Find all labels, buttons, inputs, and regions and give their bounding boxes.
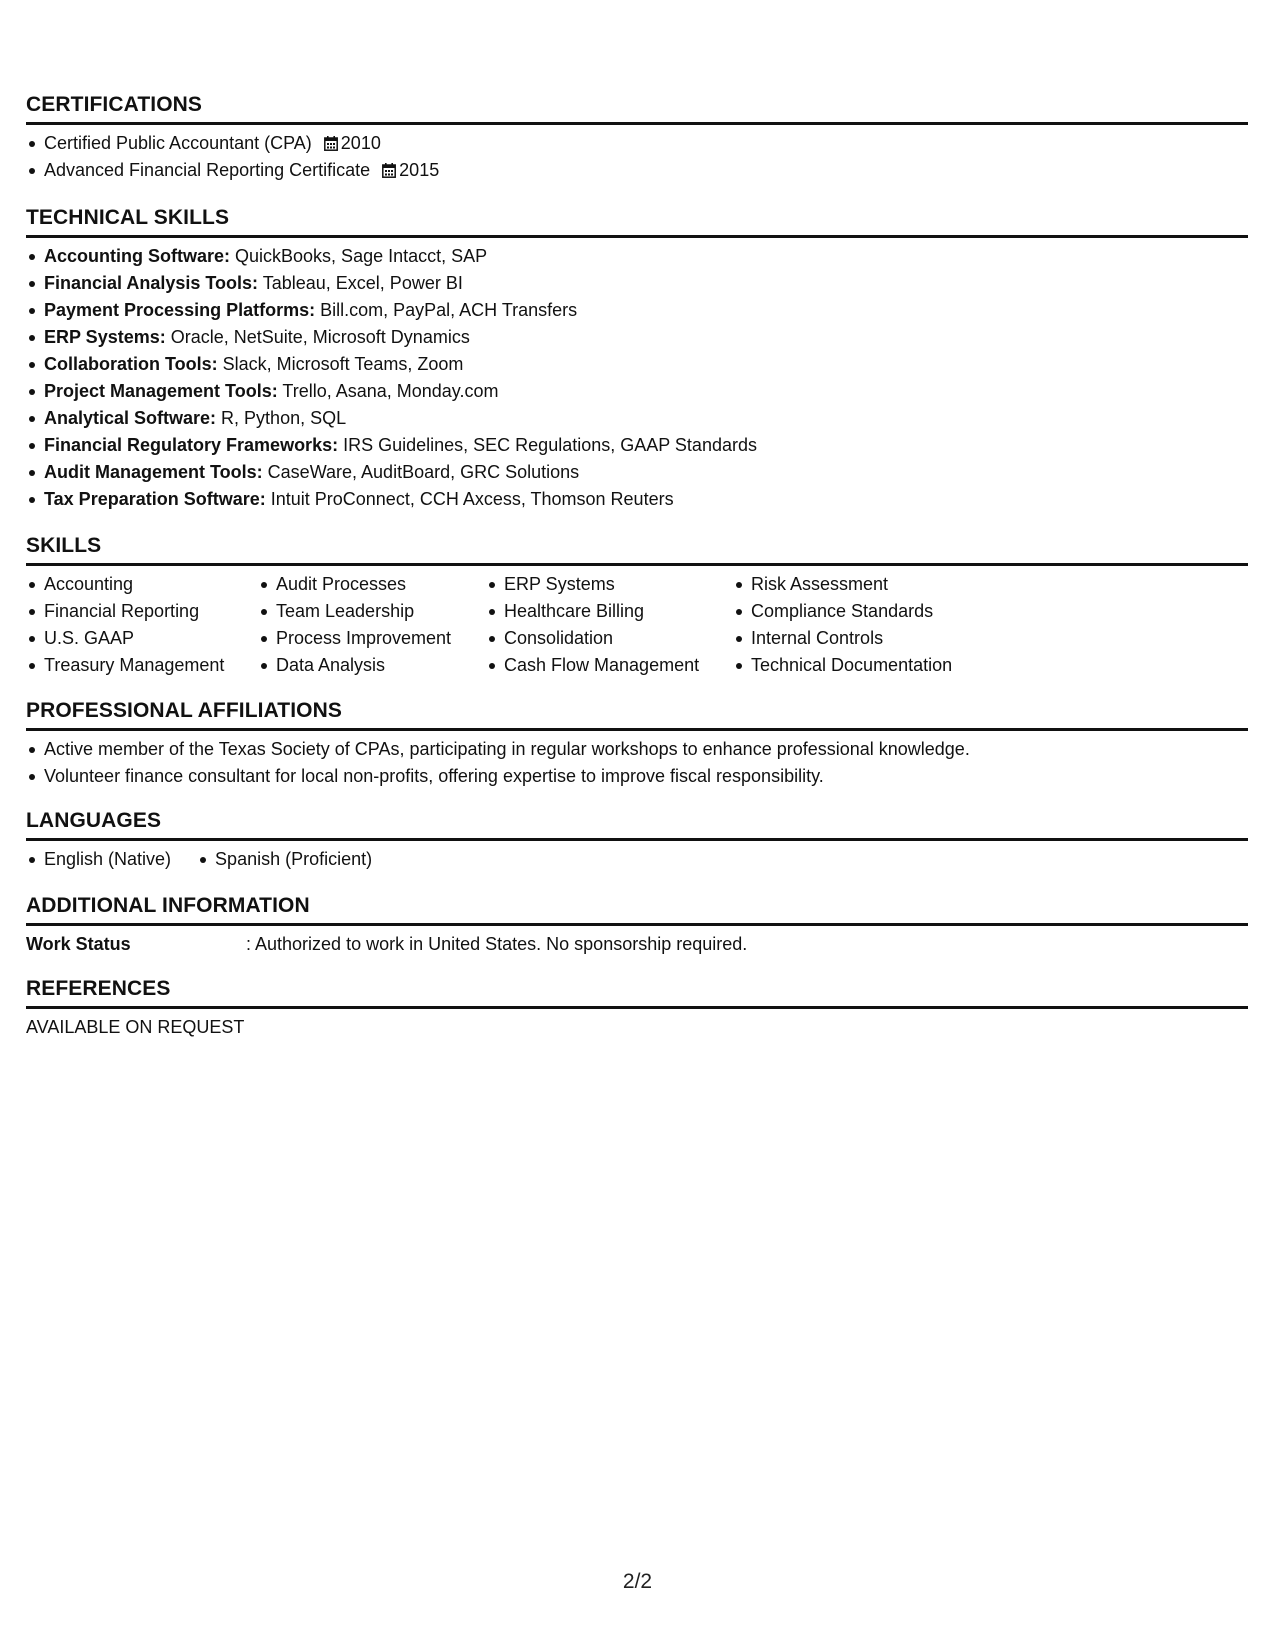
languages-list [26,846,1248,873]
section-title: PROFESSIONAL AFFILIATIONS [26,699,342,722]
list-item [26,432,1248,459]
list-item: Cash Flow Management [486,652,699,679]
skills-section [26,533,1248,681]
section-divider [26,1006,1248,1009]
list-item: Accounting [26,571,224,598]
skills-column [733,571,952,679]
list-item: Financial Reporting [26,598,224,625]
list-item: Treasury Management [26,652,224,679]
list-item: Risk Assessment [733,571,952,598]
section-divider [26,122,1248,125]
skills-column [486,571,699,679]
skills-column [258,571,451,679]
skill-category: Payment Processing Platforms: [44,300,316,320]
list-item [26,486,1248,513]
list-item [26,351,1248,378]
skill-values: Tableau, Excel, Power BI [258,273,463,293]
calendar-icon [324,136,338,151]
skill-values: IRS Guidelines, SEC Regulations, GAAP Standards [338,435,757,455]
skills-grid [26,571,1248,681]
references-text: AVAILABLE ON REQUEST [26,1017,245,1037]
list-item: Team Leadership [258,598,451,625]
section-title: CERTIFICATIONS [26,93,203,116]
references-section [26,976,1248,1041]
section-divider [26,235,1248,238]
skill-values: R, Python, SQL [216,408,347,428]
work-status-value: : Authorized to work in United States. No sponsorship required. [246,934,748,954]
list-item: Internal Controls [733,625,952,652]
list-item: Healthcare Billing [486,598,699,625]
skill-values: Bill.com, PayPal, ACH Transfers [315,300,578,320]
list-item: Process Improvement [258,625,451,652]
skill-values: CaseWare, AuditBoard, GRC Solutions [262,462,580,482]
skill-category: Collaboration Tools: [44,354,218,374]
list-item: Data Analysis [258,652,451,679]
page-number: 2/2 [622,1570,653,1593]
list-item [26,243,1248,270]
list-item: Technical Documentation [733,652,952,679]
list-item: U.S. GAAP [26,625,224,652]
languages-section [26,808,1248,873]
section-divider [26,563,1248,566]
technical-skills-section [26,205,1248,513]
affiliations-list [26,736,1248,790]
list-item [26,270,1248,297]
list-item: Consolidation [486,625,699,652]
list-item: English (Native) [26,846,171,873]
list-item [26,459,1248,486]
list-item [26,157,1248,184]
calendar-icon [382,163,396,178]
certification-year: 2010 [340,133,381,153]
list-item [26,297,1248,324]
list-item: ERP Systems [486,571,699,598]
section-title: LANGUAGES [26,809,162,832]
certification-name: Certified Public Accountant (CPA) [44,133,312,153]
skills-column [26,571,224,679]
work-status-row [26,931,1248,958]
section-divider [26,838,1248,841]
section-divider [26,728,1248,731]
list-item: Active member of the Texas Society of CPAs, participating in regular workshops to enhance professional knowledge. [26,736,1248,763]
certification-year: 2015 [399,160,440,180]
skill-values: Oracle, NetSuite, Microsoft Dynamics [165,327,470,347]
list-item: Spanish (Proficient) [197,846,372,873]
skill-category: Tax Preparation Software: [44,489,266,509]
list-item: Volunteer finance consultant for local non-profits, offering expertise to improve fiscal responsibility. [26,763,1248,790]
section-title: ADDITIONAL INFORMATION [26,894,310,917]
list-item [26,130,1248,157]
section-divider [26,923,1248,926]
skill-values: QuickBooks, Sage Intacct, SAP [230,246,488,266]
skill-values: Trello, Asana, Monday.com [277,381,499,401]
skill-values: Slack, Microsoft Teams, Zoom [217,354,464,374]
skill-category: Accounting Software: [44,246,231,266]
list-item: Audit Processes [258,571,451,598]
list-item [26,324,1248,351]
skill-category: ERP Systems: [44,327,166,347]
certifications-section [26,92,1248,184]
list-item [26,378,1248,405]
technical-skills-list [26,243,1248,513]
affiliations-section [26,698,1248,790]
skill-category: Financial Analysis Tools: [44,273,259,293]
section-title: SKILLS [26,534,102,557]
skill-category: Financial Regulatory Frameworks: [44,435,339,455]
section-title: TECHNICAL SKILLS [26,206,230,229]
certification-name: Advanced Financial Reporting Certificate [44,160,371,180]
certifications-list [26,130,1248,184]
work-status-label: Work Status [26,934,131,954]
section-title: REFERENCES [26,977,171,1000]
skill-category: Audit Management Tools: [44,462,263,482]
additional-info-section [26,893,1248,958]
skill-values: Intuit ProConnect, CCH Axcess, Thomson Reuters [265,489,674,509]
skill-category: Analytical Software: [44,408,217,428]
list-item [26,405,1248,432]
list-item: Compliance Standards [733,598,952,625]
skill-category: Project Management Tools: [44,381,278,401]
